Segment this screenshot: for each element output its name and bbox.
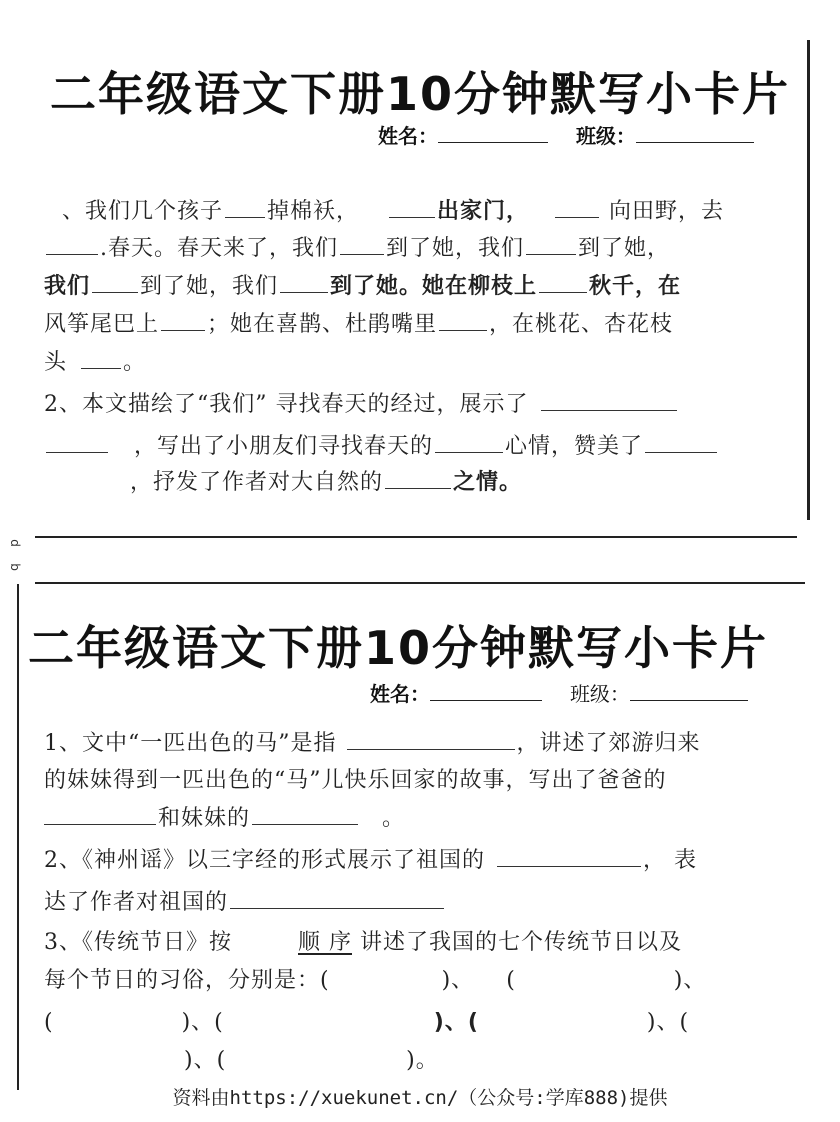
class-field[interactable] xyxy=(636,122,754,143)
card1-line-6: 2、本文描绘了“我们” 寻找春天的经过，展示了 xyxy=(44,386,679,424)
separator-line-1 xyxy=(35,536,797,538)
blank[interactable] xyxy=(92,270,138,293)
name-label: 姓名： xyxy=(378,124,438,148)
blank[interactable] xyxy=(225,195,265,218)
separator-line-2 xyxy=(35,582,805,584)
blank[interactable] xyxy=(230,886,444,909)
side-mark-d: d xyxy=(7,539,22,547)
blank[interactable] xyxy=(541,388,677,411)
card1-line-4: 风筝尾巴上 ；她在喜鹊、杜鹃嘴里 ，在桃花、杏花枝 xyxy=(44,306,673,344)
side-mark-b: b xyxy=(7,563,22,571)
card2-line-6: 3、《传统节日》按 顺 序 讲述了我国的七个传统节日以及 xyxy=(44,930,683,955)
order-answer: 顺 序 xyxy=(298,930,352,955)
card1-right-border xyxy=(807,40,810,520)
card1-line-2: .春天。春天来了，我们 到了她，我们 到了她， xyxy=(44,230,670,268)
blank[interactable] xyxy=(44,802,156,825)
blank[interactable] xyxy=(340,232,384,255)
card2-line-1: 1、文中“一匹出色的马”是指 ，讲述了郊游归来 xyxy=(44,725,701,763)
blank[interactable] xyxy=(280,270,328,293)
blank[interactable] xyxy=(46,232,98,255)
card1-name-class-bar xyxy=(378,120,754,149)
class-field[interactable] xyxy=(630,680,748,701)
card1-line-3: 我们 到了她，我们 到了她。她在柳枝上 秋千，在 xyxy=(44,268,681,306)
class-label: 班级： xyxy=(569,682,630,706)
card2-line-2: 的妹妹得到一匹出色的“马”儿快乐回家的故事，写出了爸爸的 xyxy=(44,768,667,793)
card2-line-3: 和妹妹的 。 xyxy=(44,800,405,838)
footer-source: 资料由https://xuekunet.cn/（公众号:学库888)提供 xyxy=(172,1087,668,1109)
card2-line-9: )、( )。 xyxy=(184,1048,439,1073)
card2-line-8: ( )、( )、( )、( xyxy=(44,1010,690,1035)
blank[interactable] xyxy=(389,195,435,218)
blank[interactable] xyxy=(81,346,121,369)
blank[interactable] xyxy=(347,727,515,750)
card2-line-5: 达了作者对祖国的 xyxy=(44,884,446,922)
blank[interactable] xyxy=(46,430,108,453)
blank[interactable] xyxy=(161,308,205,331)
blank[interactable] xyxy=(555,195,599,218)
class-label: 班级： xyxy=(575,124,636,148)
name-field[interactable] xyxy=(438,122,548,143)
blank[interactable] xyxy=(435,430,503,453)
card2-line-4: 2、《神州谣》以三字经的形式展示了祖国的 ， 表 xyxy=(44,842,697,880)
name-label: 姓名： xyxy=(370,682,430,706)
card1-line-5: 头 。 xyxy=(44,344,146,382)
card2-name-class-bar xyxy=(370,678,748,707)
card1-title: 二年级语文下册10分钟默写小卡片 xyxy=(49,67,790,121)
blank[interactable] xyxy=(252,802,358,825)
blank[interactable] xyxy=(526,232,576,255)
blank[interactable] xyxy=(385,466,451,489)
card1-line-1: 、我们几个孩子 掉棉袄， 出家门， 向田野，去 xyxy=(62,193,724,231)
blank[interactable] xyxy=(539,270,587,293)
blank[interactable] xyxy=(645,430,717,453)
blank[interactable] xyxy=(497,844,641,867)
card2-line-7: 每个节日的习俗，分别是：( )、 ( )、 xyxy=(44,968,707,993)
name-field[interactable] xyxy=(430,680,542,701)
blank[interactable] xyxy=(439,308,487,331)
card1-line-8: ，抒发了作者对大自然的 之情。 xyxy=(130,464,522,502)
card2-title: 二年级语文下册10分钟默写小卡片 xyxy=(27,621,768,675)
card1-line-7: ，写出了小朋友们寻找春天的 心情，赞美了 xyxy=(44,428,719,466)
